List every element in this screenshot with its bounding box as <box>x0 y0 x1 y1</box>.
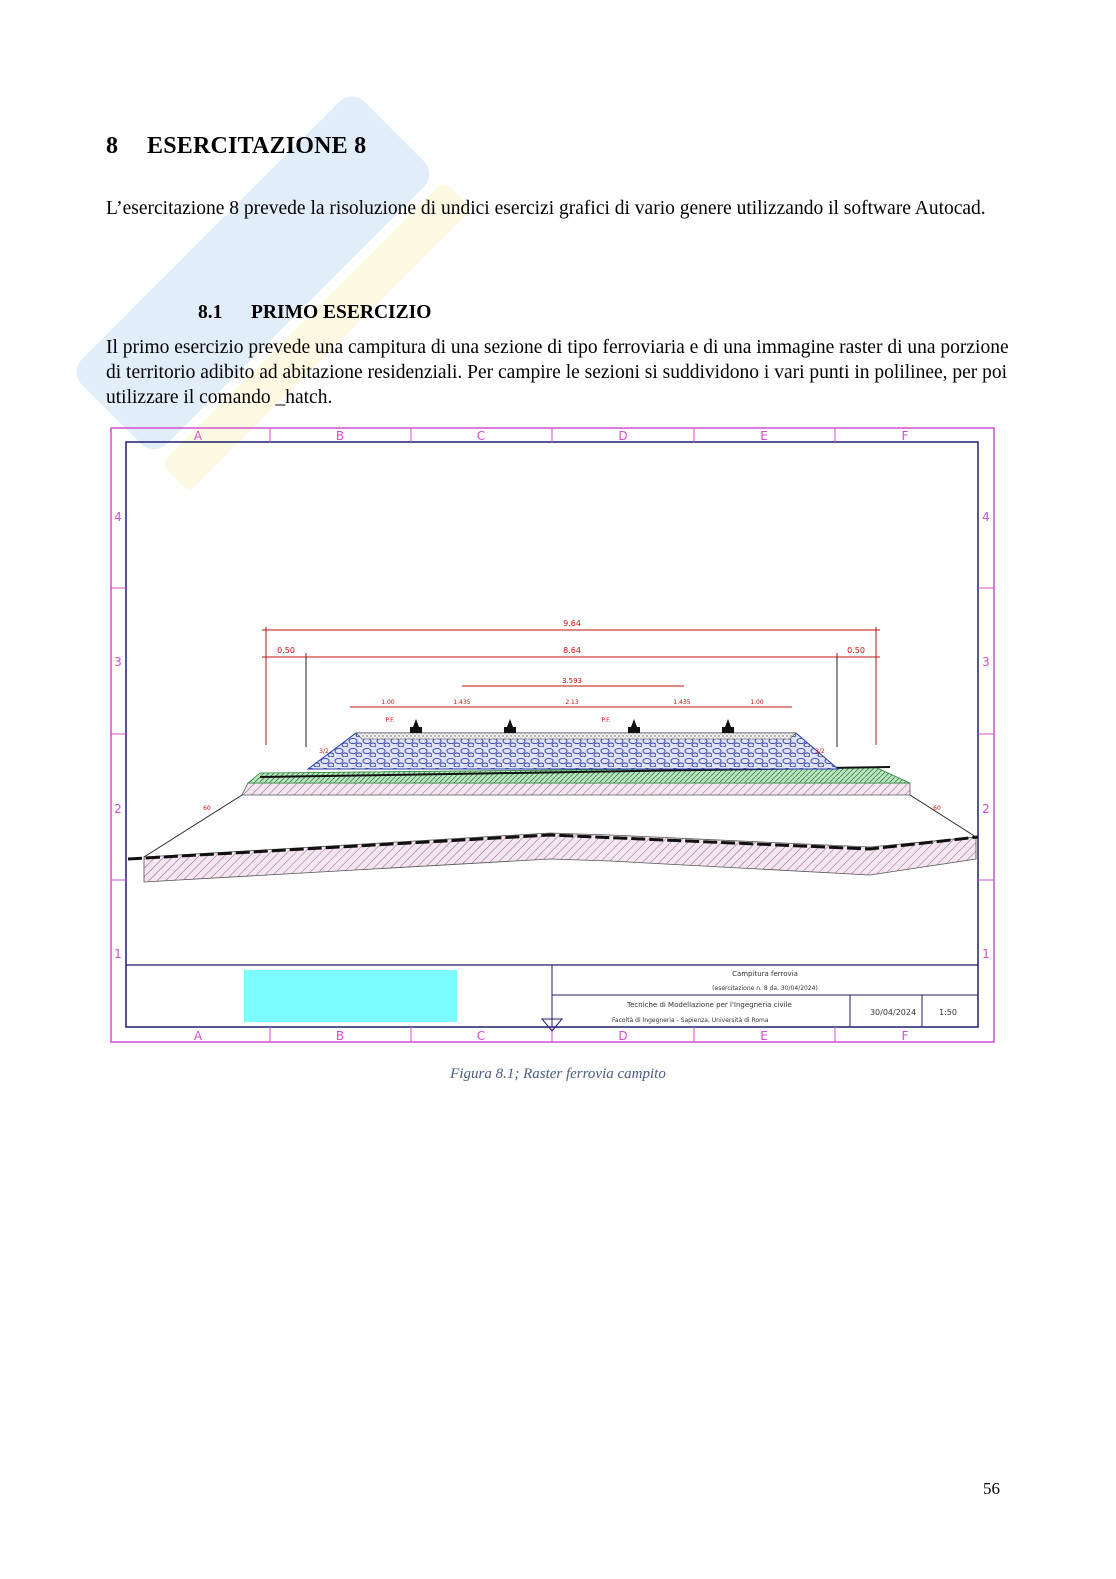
grid-col-e-bottom: E <box>760 1029 768 1043</box>
page-number: 56 <box>983 1479 1000 1498</box>
grid-col-b: B <box>335 429 345 443</box>
rail-left-1 <box>410 719 422 733</box>
grid-row-2-right: 2 <box>982 802 990 816</box>
ballast-top-gravel <box>356 733 796 739</box>
tb-course: Tecniche di Modellazione per l'Ingegneria civile <box>627 1001 792 1009</box>
section-title: ESERCITAZIONE 8 <box>147 133 367 159</box>
dim-right-offset: 0.50 <box>847 646 865 655</box>
grid-row-3: 3 <box>114 655 122 669</box>
label-pf-right: P.F. <box>601 717 611 724</box>
grid-col-b-bottom: B <box>335 1029 345 1043</box>
rail-right-1 <box>628 719 640 733</box>
grid-col-a: A <box>193 429 203 443</box>
grid-col-d: D <box>618 429 628 443</box>
subsection-number: 8.1 <box>198 302 223 323</box>
section-number: 8 <box>106 133 119 159</box>
tb-date: 30/04/2024 <box>869 1008 917 1017</box>
grid-col-c: C <box>476 429 486 443</box>
railway-section-drawing <box>110 427 995 1043</box>
dim-center: 2.13 <box>565 699 579 706</box>
intro-paragraph: L’esercitazione 8 prevede la risoluzione di undici esercizi grafici di vario genere utilizzando il software Autocad. <box>106 198 986 219</box>
dim-total: 9.64 <box>563 619 581 628</box>
grid-row-2: 2 <box>114 802 122 816</box>
tb-scale: 1:50 <box>939 1008 957 1017</box>
label-pf-left: P.F. <box>385 717 395 724</box>
grid-col-f-bottom: F <box>901 1029 909 1043</box>
section-heading <box>106 133 366 160</box>
grid-row-1-right: 1 <box>982 947 990 961</box>
grid-col-c-bottom: C <box>476 1029 486 1043</box>
grid-col-e: E <box>760 429 768 443</box>
label-slope-left: 60 <box>203 805 211 812</box>
dim-track-spacing: 3.593 <box>561 677 583 685</box>
dim-left-shoulder: 1.00 <box>381 699 395 706</box>
figure-caption: Figura 8.1; Raster ferrovia campito <box>450 1066 666 1082</box>
label-ballast-right: 3/2 <box>815 748 825 755</box>
tb-subtitle: (esercitazione n. 8 da. 30/04/2024) <box>712 985 818 992</box>
subsection-title: PRIMO ESERCIZIO <box>251 302 432 323</box>
label-ballast-left: 3/2 <box>319 748 329 755</box>
label-slope-right: 60 <box>933 805 941 812</box>
dim-right-gauge: 1.435 <box>673 699 691 706</box>
subgrade-hatch <box>144 833 976 882</box>
grid-col-a-bottom: A <box>193 1029 203 1043</box>
title-block <box>126 965 978 1031</box>
right-slope <box>910 795 976 837</box>
dim-left-gauge: 1.435 <box>453 699 471 706</box>
subsection-heading <box>198 302 431 324</box>
dim-left-offset: 0.50 <box>277 646 295 655</box>
grid-col-f: F <box>901 429 909 443</box>
dim-inner: 8.64 <box>563 646 581 655</box>
subballast-hatch <box>242 783 910 795</box>
dim-right-shoulder: 1.00 <box>750 699 764 706</box>
body-paragraph: Il primo esercizio prevede una campitura di una sezione di tipo ferroviaria e di una immagine raster di una porzione di territorio adibito ad abitazione residenziali. Per campire le sezioni si suddividono i vari punti in polilinee, per poi utilizzare il comando _hatch. <box>106 337 1009 408</box>
rail-right-2 <box>722 719 734 733</box>
grid-col-d-bottom: D <box>618 1029 628 1043</box>
left-slope <box>144 795 242 857</box>
grid-row-4: 4 <box>114 510 122 524</box>
rail-left-2 <box>504 719 516 733</box>
tb-title: Campitura ferrovia <box>732 970 798 978</box>
dimension-lines <box>262 627 880 745</box>
grid-row-4-right: 4 <box>982 510 990 524</box>
tb-faculty: Facoltà di Ingegneria - Sapienza, Università di Roma <box>612 1017 769 1024</box>
title-block-cyan-box <box>244 970 457 1022</box>
grid-row-3-right: 3 <box>982 655 990 669</box>
grid-row-1: 1 <box>114 947 122 961</box>
